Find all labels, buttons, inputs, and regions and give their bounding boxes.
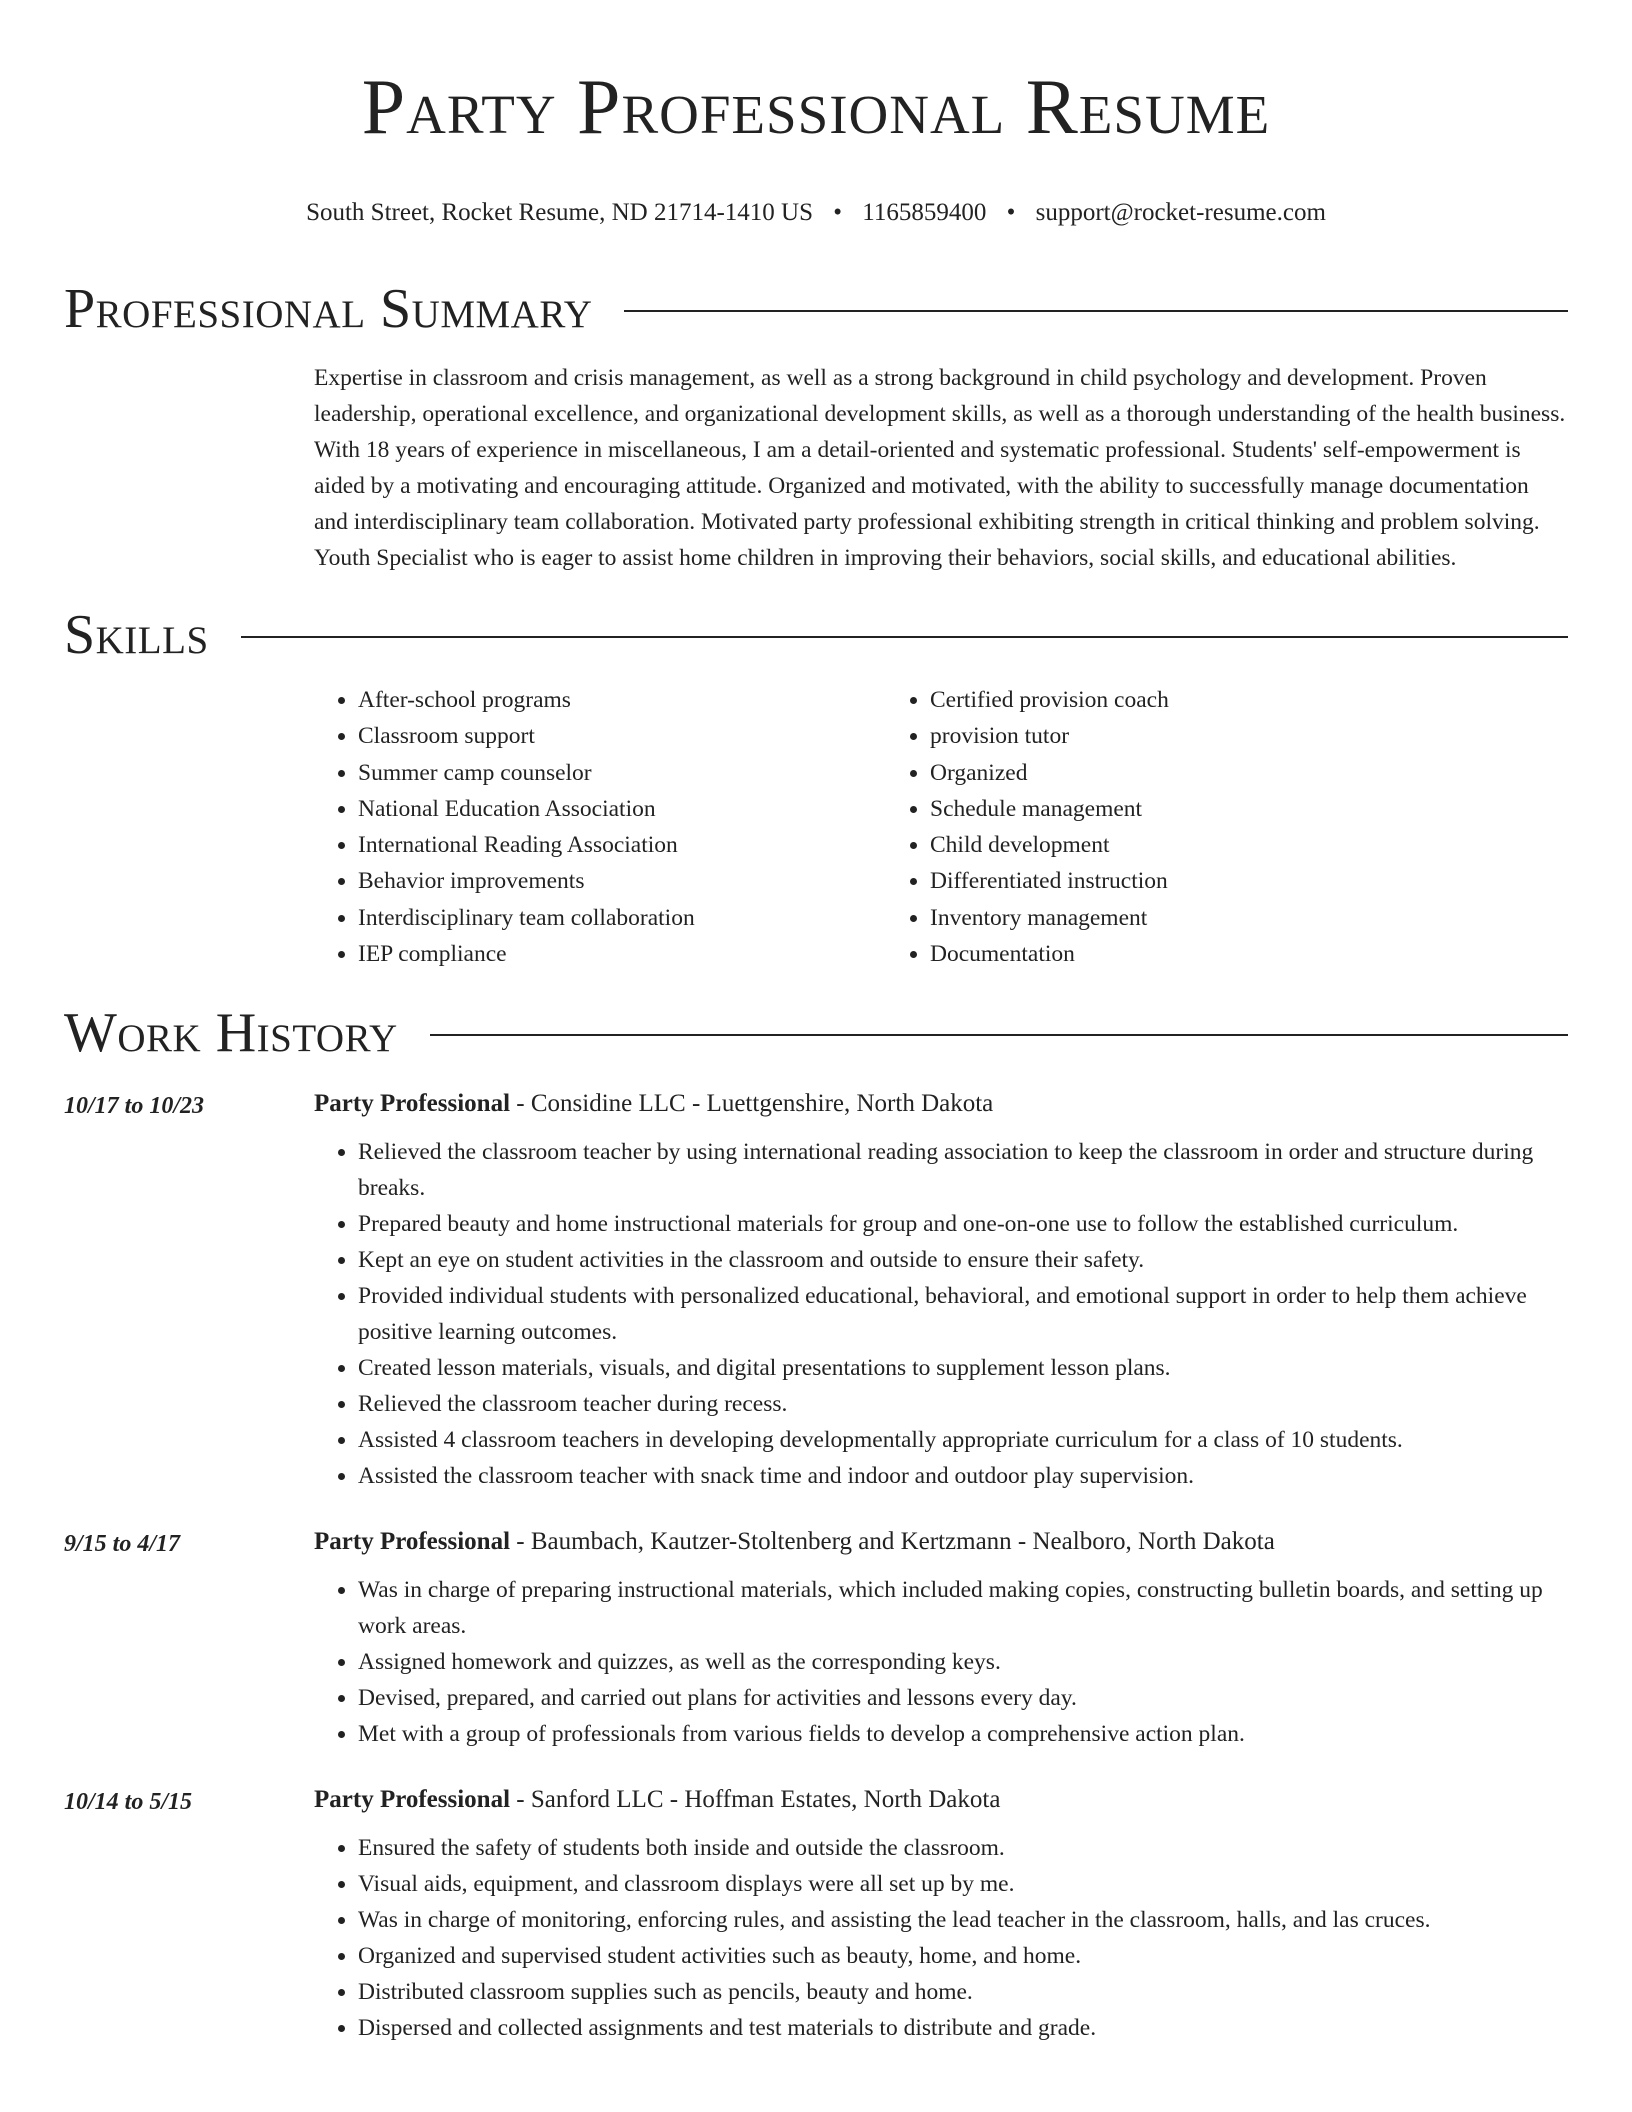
skill-item: • Documentation: [930, 936, 1458, 972]
summary-title: Professional Summary: [64, 278, 593, 340]
skill-item: • Child development: [930, 827, 1458, 863]
job-bullet: • Devised, prepared, and carried out plans for activities and lessons every day.: [358, 1680, 1568, 1716]
job-employer: - Baumbach, Kautzer-Stoltenberg and Kertzmann - Nealboro, North Dakota: [510, 1528, 1275, 1556]
job-body: [314, 1782, 1568, 2046]
job-bullet: • Visual aids, equipment, and classroom displays were all set up by me.: [358, 1866, 1568, 1902]
job-dates: 10/14 to 5/15: [64, 1789, 193, 1816]
skills-column-left: [314, 682, 886, 972]
skill-item: • IEP compliance: [358, 936, 886, 972]
skill-item: • Differentiated instruction: [930, 863, 1458, 899]
job-bullet: • Dispersed and collected assignments and test materials to distribute and grade.: [358, 2010, 1568, 2046]
skill-item: • International Reading Association: [358, 827, 886, 863]
summary-text: Expertise in classroom and crisis management, as well as a strong background in child psychology and development. Proven leadership, operational excellence, and organizational development skills, as well as a thorough understanding of the health business. With 18 years of experience in miscellaneous, I am a detail-oriented and systematic professional. Students' self-empowerment is aided by a motivating and encouraging attitude. Organized and motivated, with the ability to successfully manage documentation and interdisciplinary team collaboration. Motivated party professional exhibiting strength in critical thinking and problem solving. Youth Specialist who is eager to assist home children in improving their behaviors, social skills, and educational abilities.: [314, 365, 1566, 571]
job-bullet: • Kept an eye on student activities in the classroom and outside to ensure their safety.: [358, 1242, 1568, 1278]
job-entry: [64, 1782, 1568, 2046]
email: support@rocket-resume.com: [1035, 199, 1326, 226]
job-dates: 10/17 to 10/23: [64, 1093, 205, 1120]
skill-item: • Schedule management: [930, 791, 1458, 827]
job-dates: 9/15 to 4/17: [64, 1531, 181, 1558]
job-role: Party Professional: [314, 1786, 511, 1814]
summary-section-header: [64, 276, 1568, 342]
skill-item: • Organized: [930, 755, 1458, 791]
section-divider: [624, 310, 1568, 312]
job-title-line: [314, 1524, 1568, 1560]
job-role: Party Professional: [314, 1090, 511, 1118]
job-employer: - Considine LLC - Luettgenshire, North Dakota: [510, 1090, 994, 1118]
job-bullet: • Met with a group of professionals from various fields to develop a comprehensive action plan.: [358, 1716, 1568, 1752]
contact-line: [64, 196, 1568, 230]
skill-item: • Behavior improvements: [358, 863, 886, 899]
job-bullet: • Was in charge of monitoring, enforcing rules, and assisting the lead teacher in the classroom, halls, and las cruces.: [358, 1902, 1568, 1938]
job-bullets: [314, 1572, 1568, 1752]
skill-item: • Interdisciplinary team collaboration: [358, 900, 886, 936]
job-role: Party Professional: [314, 1528, 511, 1556]
skills-title: Skills: [64, 604, 209, 666]
job-title-line: [314, 1086, 1568, 1122]
job-bullet: • Provided individual students with personalized educational, behavioral, and emotional support in order to help them achieve positive learning outcomes.: [358, 1278, 1568, 1350]
separator: •: [1006, 199, 1016, 226]
job-bullet: • Was in charge of preparing instructional materials, which included making copies, constructing bulletin boards, and setting up work areas.: [358, 1572, 1568, 1644]
job-bullets: [314, 1830, 1568, 2046]
work-title: Work History: [64, 1002, 398, 1065]
job-body: [314, 1524, 1568, 1752]
job-employer: - Sanford LLC - Hoffman Estates, North Dakota: [510, 1786, 1001, 1814]
job-bullet: • Created lesson materials, visuals, and digital presentations to supplement lesson plans.: [358, 1350, 1568, 1386]
job-bullet: • Prepared beauty and home instructional materials for group and one-on-one use to follow the established curriculum.: [358, 1206, 1568, 1242]
address: South Street, Rocket Resume, ND 21714-1410 US: [306, 199, 813, 226]
skills-section-header: [64, 602, 1568, 668]
job-bullet: • Distributed classroom supplies such as pencils, beauty and home.: [358, 1974, 1568, 2010]
job-entry: [64, 1524, 1568, 1752]
job-bullet: • Relieved the classroom teacher by using international reading association to keep the classroom in order and structure during breaks.: [358, 1134, 1568, 1206]
skill-item: • National Education Association: [358, 791, 886, 827]
job-bullet: • Organized and supervised student activities such as beauty, home, and home.: [358, 1938, 1568, 1974]
skill-item: • Inventory management: [930, 900, 1458, 936]
resume-name: Party Professional Resume: [361, 63, 1271, 150]
skill-item: • Classroom support: [358, 718, 886, 754]
separator: •: [833, 199, 843, 226]
job-body: [314, 1086, 1568, 1494]
skills-list: [314, 682, 1568, 972]
job-bullet: • Assisted 4 classroom teachers in developing developmentally appropriate curriculum for a class of 10 students.: [358, 1422, 1568, 1458]
job-bullet: • Ensured the safety of students both inside and outside the classroom.: [358, 1830, 1568, 1866]
skills-column-right: [886, 682, 1458, 972]
work-section-header: [64, 1000, 1568, 1066]
skill-item: • After-school programs: [358, 682, 886, 718]
phone: 1165859400: [862, 199, 987, 226]
job-bullet: • Assigned homework and quizzes, as well as the corresponding keys.: [358, 1644, 1568, 1680]
job-title-line: [314, 1782, 1568, 1818]
job-entry: [64, 1086, 1568, 1494]
skill-item: • Summer camp counselor: [358, 755, 886, 791]
skill-item: • Certified provision coach: [930, 682, 1458, 718]
skill-item: • provision tutor: [930, 718, 1458, 754]
job-bullet: • Relieved the classroom teacher during recess.: [358, 1386, 1568, 1422]
section-divider: [241, 636, 1568, 638]
section-divider: [430, 1034, 1568, 1036]
job-bullet: • Assisted the classroom teacher with snack time and indoor and outdoor play supervision.: [358, 1458, 1568, 1494]
work-history-list: [64, 1086, 1568, 2046]
job-bullets: [314, 1134, 1568, 1494]
